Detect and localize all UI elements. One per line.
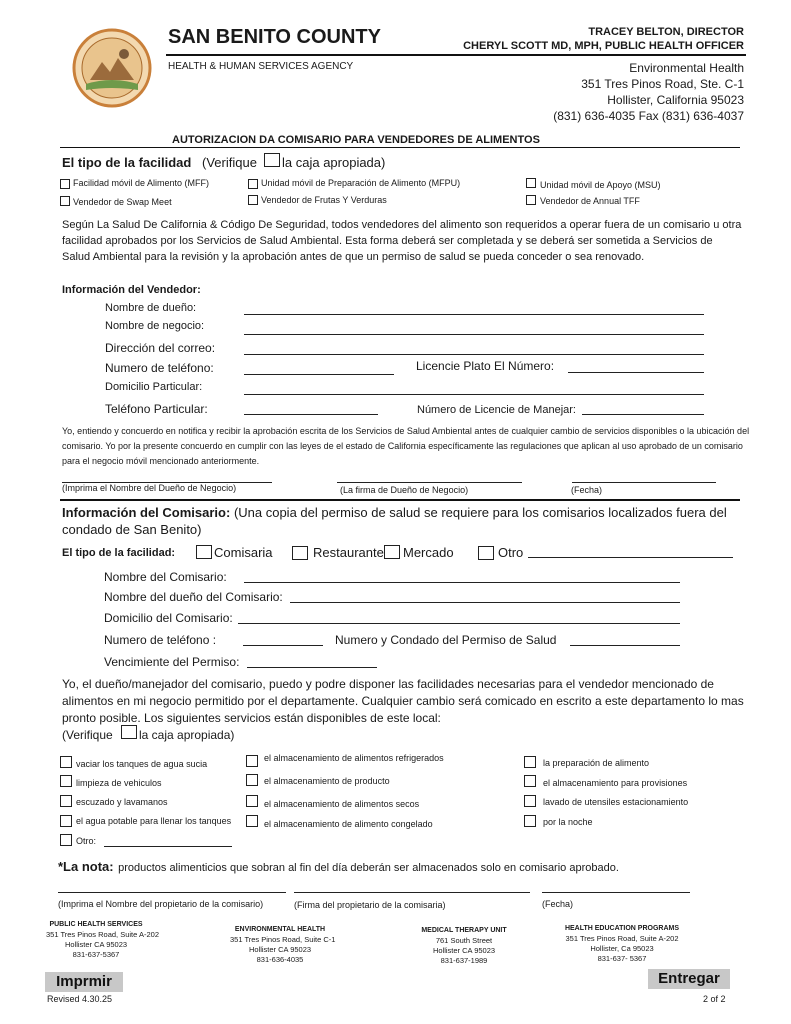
commissary-statement: Yo, el dueño/manejador del comisario, puedo y podre disponer las facilidades necesarias para el vendedor mencionado de alimentos en mi negocio permitido por el departamente. Cualquier cambio será comicado en escrito a este departamento lo mas pronto posible. Los siguientes servicios están disponibles de este local: [62, 677, 744, 725]
label-mfpu: Unidad móvil de Preparación de Alimento (MFPU) [261, 178, 461, 188]
address-line: 351 Tres Pinos Road, Ste. C-1 [581, 77, 744, 91]
permit-number-label: Numero y Condado del Permiso de Salud [335, 633, 557, 647]
office-line: 351 Tres Pinos Road, Suite C-1 [230, 935, 336, 944]
office-line: 831-637-1989 [440, 956, 488, 965]
checkbox-service-dry-storage[interactable] [246, 795, 258, 807]
owner-name-input[interactable] [244, 314, 704, 315]
page-number: 2 of 2 [703, 994, 726, 1004]
service-label: el almacenamiento para provisiones [543, 778, 688, 788]
checkbox-mercado[interactable] [384, 545, 400, 559]
address-line: Environmental Health [629, 61, 744, 75]
example-checkbox [264, 153, 280, 167]
note-text: productos alimenticios que sobran al fin del día deberán ser almacenados solo en comisario aprobado. [118, 862, 619, 874]
permit-expiry-input[interactable] [247, 667, 377, 668]
commissary-owner-input[interactable] [290, 602, 680, 603]
label-restaurante: Restaurante [313, 545, 384, 560]
label-swap-meet: Vendedor de Swap Meet [73, 197, 172, 207]
intro-paragraph: Según La Salud De California & Código De Seguridad, todos vendedores del alimento son requeridos a operar fuera de un comisario u otra facilidad aprobados por los Servicios de Salud Ambiental. Esta forma deberá ser completada y se deberá ser sometida a Servicios de Salud Ambiental para la revisión y la aprobación antes de que un permiso de salud se pueda conceder o sea renovado. [62, 219, 742, 263]
business-name-label: Nombre de negocio: [105, 320, 205, 332]
footer-office-environmental-health [230, 925, 336, 965]
service-label: por la noche [543, 817, 593, 827]
checkbox-service-potable-water[interactable] [60, 815, 72, 827]
office-line: 761 South Street [435, 936, 493, 945]
agency-name: HEALTH & HUMAN SERVICES AGENCY [168, 61, 354, 72]
checkbox-service-restroom[interactable] [60, 795, 72, 807]
commissary-phone-input[interactable] [243, 645, 323, 646]
checkbox-annual-tff[interactable] [526, 195, 536, 205]
service-label: el almacenamiento de alimentos secos [264, 799, 420, 809]
service-label: vaciar los tanques de agua sucia [76, 759, 208, 769]
owner-print-name-caption: (Imprima el Nombre del propietario de la comisario) [58, 899, 264, 909]
office-line: 831-637-5367 [72, 950, 120, 959]
plate-license-input[interactable] [568, 372, 704, 373]
footer-office-health-education [562, 924, 682, 964]
county-seal-logo [72, 28, 152, 108]
vendor-signature-caption: (La firma de Dueño de Negocio) [340, 485, 469, 495]
checkbox-service-overnight[interactable] [524, 815, 536, 827]
owner-date-caption: (Fecha) [542, 899, 574, 909]
facility-type-hint-before: (Verifique [202, 155, 257, 170]
checkbox-mff[interactable] [60, 179, 70, 189]
office-line: Hollister CA 95023 [64, 940, 128, 949]
commissary-address-label: Domicilio del Comisario: [104, 611, 233, 625]
commissary-owner-label: Nombre del dueño del Comisario: [104, 590, 283, 604]
checkbox-otro[interactable] [478, 546, 494, 560]
owner-signature-line[interactable] [294, 892, 530, 893]
checkbox-service-vehicle-cleaning[interactable] [60, 775, 72, 787]
vendor-heading: Información del Vendedor: [62, 284, 201, 296]
org-name: SAN BENITO COUNTY [168, 26, 381, 48]
home-address-label: Domicilio Particular: [105, 381, 203, 393]
officer-name: CHERYL SCOTT MD, MPH, PUBLIC HEALTH OFFICER [463, 40, 744, 52]
address-line: (831) 636-4035 Fax (831) 636-4037 [553, 109, 744, 123]
owner-date-line[interactable] [542, 892, 690, 893]
office-title: ENVIRONMENTAL HEALTH [234, 926, 326, 933]
print-button[interactable]: Imprmir [45, 972, 123, 992]
service-label: la preparación de alimento [543, 758, 650, 768]
service-label: escuzado y lavamanos [76, 797, 168, 807]
label-otro: Otro [498, 545, 524, 560]
mail-address-input[interactable] [244, 354, 704, 355]
mail-address-label: Dirección del correo: [105, 341, 216, 355]
office-line: 351 Tres Pinos Road, Suite A-202 [565, 934, 679, 943]
checkbox-fruit-vendor[interactable] [248, 195, 258, 205]
checkbox-service-other[interactable] [60, 834, 72, 846]
service-label: el agua potable para llenar los tanques [76, 816, 232, 826]
commissary-phone-label: Numero de teléfono : [104, 633, 217, 647]
address-line: Hollister, California 95023 [607, 93, 744, 107]
form-title: AUTORIZACION DA COMISARIO PARA VENDEDORES DE ALIMENTOS [172, 134, 540, 146]
phone-label: Numero de teléfono: [105, 361, 214, 375]
label-fruit-vendor: Vendedor de Frutas Y Verduras [261, 195, 387, 205]
commissary-address-input[interactable] [238, 623, 680, 624]
otro-input[interactable] [528, 557, 733, 558]
checkbox-swap-meet[interactable] [60, 196, 70, 206]
services-hint-before: (Verifique [62, 728, 113, 742]
office-line: Hollister CA 95023 [432, 946, 496, 955]
checkbox-msu[interactable] [526, 178, 536, 188]
label-comisaria: Comisaria [214, 545, 273, 560]
checkbox-mfpu[interactable] [248, 179, 258, 189]
permit-expiry-label: Vencimiente del Permiso: [104, 655, 240, 669]
office-line: Hollister, Ca 95023 [590, 944, 654, 953]
office-address [553, 60, 744, 124]
checkbox-service-frozen[interactable] [246, 815, 258, 827]
phone-input[interactable] [244, 374, 394, 375]
office-line: 831-636-4035 [256, 955, 304, 964]
label-mercado: Mercado [403, 545, 454, 560]
checkbox-service-utensil-washing[interactable] [524, 795, 536, 807]
office-line: 831-637- 5367 [597, 954, 647, 963]
commissary-heading: Información del Comisario: [62, 505, 231, 520]
office-line: 351 Tres Pinos Road, Suite A-202 [46, 930, 159, 939]
home-phone-label: Teléfono Particular: [105, 402, 208, 416]
home-address-input[interactable] [244, 394, 704, 395]
example-checkbox [121, 725, 137, 739]
driver-license-input[interactable] [582, 414, 704, 415]
label-msu: Unidad móvil de Apoyo (MSU) [540, 180, 661, 190]
note [58, 858, 619, 876]
checkbox-comisaria[interactable] [196, 545, 212, 559]
business-name-input[interactable] [244, 334, 704, 335]
checkbox-service-food-prep[interactable] [524, 756, 536, 768]
service-label: el almacenamiento de producto [264, 776, 390, 786]
home-phone-input[interactable] [244, 414, 378, 415]
driver-license-label: Número de Licencie de Manejar: [417, 404, 576, 416]
service-label: el almacenamiento de alimentos refrigerados [264, 753, 444, 763]
header-rule [166, 54, 746, 56]
label-annual-tff: Vendedor de Annual TFF [540, 196, 640, 206]
revision-date: Revised 4.30.25 [47, 994, 113, 1004]
service-other-input[interactable] [104, 846, 232, 847]
service-label: el almacenamiento de alimento congelado [264, 819, 433, 829]
service-label: limpieza de vehiculos [76, 778, 162, 788]
facility-type-label: El tipo de la facilidad [62, 155, 192, 170]
office-title: PUBLIC HEALTH SERVICES [49, 921, 143, 928]
checkbox-service-refrigerated[interactable] [246, 755, 258, 767]
label-mff: Facilidad móvil de Alimento (MFF) [73, 178, 210, 188]
vendor-date-line[interactable] [572, 482, 716, 483]
note-label: *La nota: [58, 859, 114, 874]
vendor-signature-line[interactable] [337, 482, 522, 483]
commissary-name-label: Nombre del Comisario: [104, 570, 227, 584]
title-rule [60, 147, 740, 148]
permit-number-input[interactable] [570, 645, 680, 646]
services-hint-after: la caja apropiada) [139, 728, 235, 742]
office-title: HEALTH EDUCATION PROGRAMS [564, 925, 680, 932]
office-title: MEDICAL THERAPY UNIT [421, 927, 507, 934]
owner-signature-caption: (Firma del propietario de la comisaria) [294, 900, 446, 910]
vendor-agreement: Yo, entiendo y concuerdo en notifica y recibir la aprobación escrita de los Servicios de Salud Ambiental antes de cualquier cambio de servicios disponibles o la ubicación del comisario. Yo por la presente concuerdo en cumplir con las leyes de el estado de California específicamente las regulaciones que aplican al uso aprobado de un comisario para el negocio móvil mencionado anteriormente. [62, 426, 750, 466]
facility-type-hint-after: la caja apropiada) [282, 155, 386, 170]
commissary-block [62, 504, 747, 538]
service-label: Otro: [76, 836, 97, 846]
owner-print-name-line[interactable] [58, 892, 286, 893]
plate-license-label: Licencie Plato El Número: [416, 359, 555, 373]
submit-button[interactable]: Entregar [648, 969, 730, 989]
owner-name-label: Nombre de dueño: [105, 302, 197, 314]
checkbox-service-greywater[interactable] [60, 756, 72, 768]
director-name: TRACEY BELTON, DIRECTOR [588, 26, 744, 38]
vendor-date-caption: (Fecha) [571, 485, 603, 495]
vendor-print-name-caption: (Imprima el Nombre del Dueño de Negocio) [62, 483, 237, 493]
footer-office-medical-therapy [414, 926, 514, 966]
service-label: lavado de utensiles estacionamiento [543, 797, 689, 807]
commissary-heading-note: (Una copia del permiso de salud se requiere para los comisarios localizados fuera del condado de San Benito) [62, 505, 727, 537]
office-line: Hollister CA 95023 [248, 945, 312, 954]
commissary-type-label: El tipo de la facilidad: [62, 547, 176, 559]
checkbox-service-produce[interactable] [246, 774, 258, 786]
commissary-name-input[interactable] [244, 582, 680, 583]
section-rule [60, 499, 740, 501]
checkbox-restaurante[interactable] [292, 546, 308, 560]
footer-office-public-health [46, 920, 159, 960]
checkbox-service-supplies[interactable] [524, 775, 536, 787]
